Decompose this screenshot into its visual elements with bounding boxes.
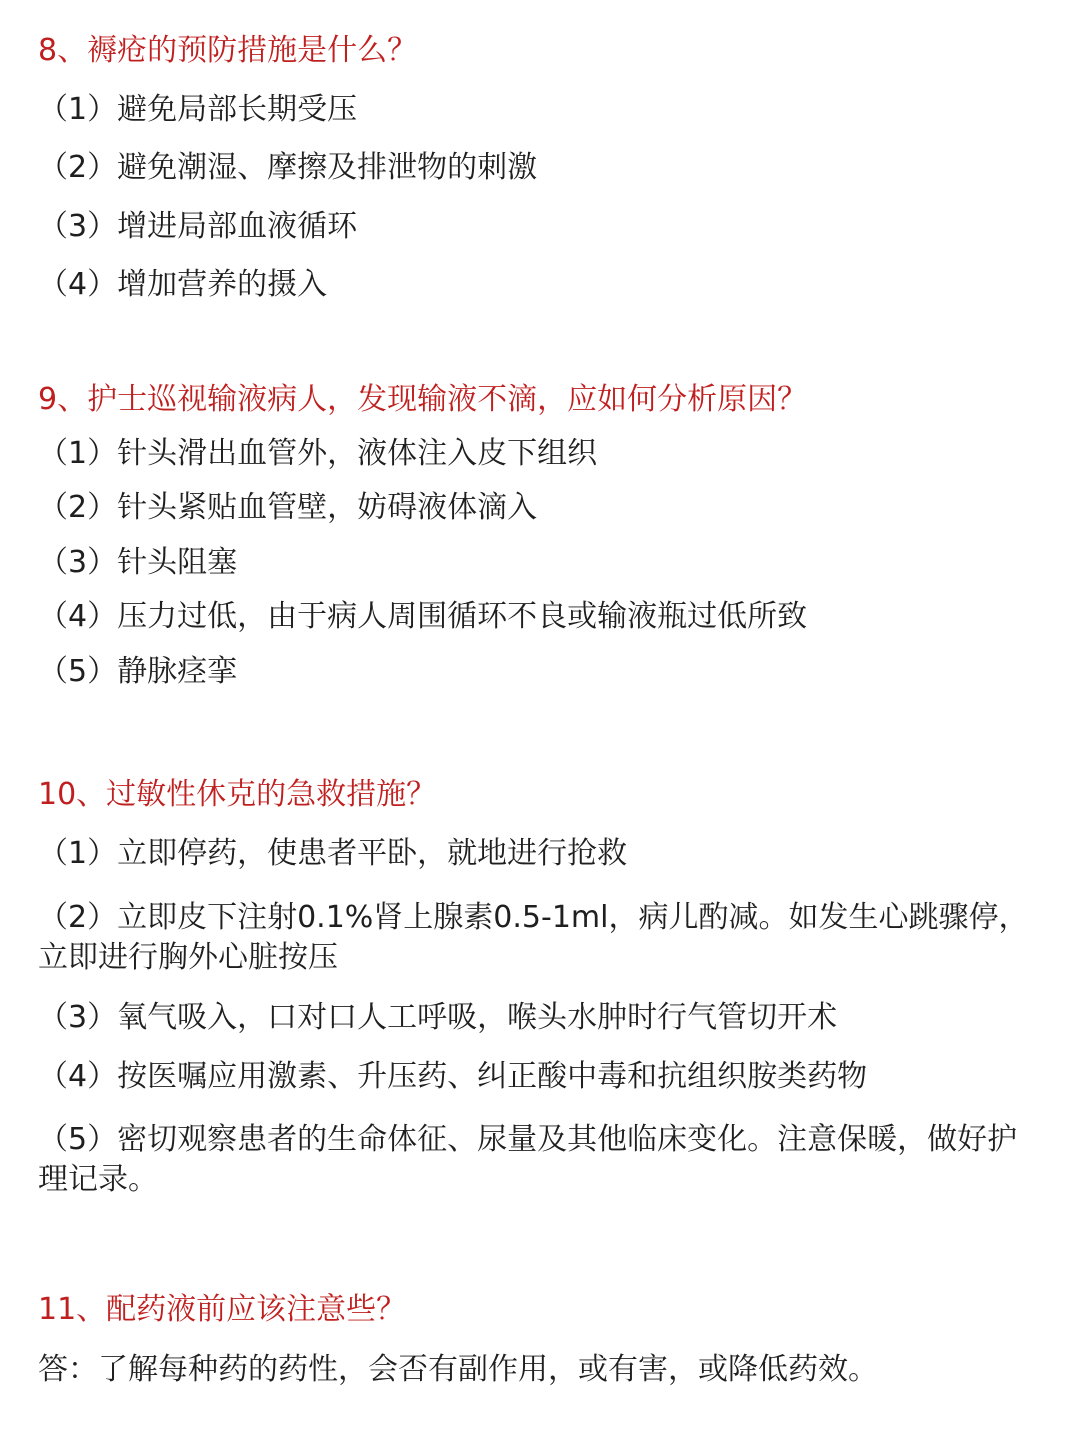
answer-9-4: （4）压力过低，由于病人周围循环不良或输液瓶过低所致 — [38, 599, 808, 634]
answer-9-3: （3）针头阻塞 — [38, 545, 238, 580]
answer-8-1: （1）避免局部长期受压 — [38, 92, 358, 127]
answer-11-1: 答：了解每种药的药性，会否有副作用，或有害，或降低药效。 — [38, 1352, 878, 1387]
question-9-heading: 9、护士巡视输液病人，发现输液不滴，应如何分析原因？ — [38, 382, 808, 417]
answer-8-3: （3）增进局部血液循环 — [38, 209, 358, 244]
answer-9-5: （5）静脉痉挛 — [38, 654, 238, 689]
answer-10-1: （1）立即停药，使患者平卧，就地进行抢救 — [38, 836, 628, 871]
question-8-heading: 8、褥疮的预防措施是什么？ — [38, 33, 418, 68]
answer-9-1: （1）针头滑出血管外，液体注入皮下组织 — [38, 436, 598, 471]
answer-8-4: （4）增加营养的摄入 — [38, 267, 328, 302]
answer-10-4: （4）按医嘱应用激素、升压药、纠正酸中毒和抗组织胺类药物 — [38, 1059, 868, 1094]
answer-8-2: （2）避免潮湿、摩擦及排泄物的刺激 — [38, 150, 538, 185]
answer-10-3: （3）氧气吸入，口对口人工呼吸，喉头水肿时行气管切开术 — [38, 1000, 838, 1035]
answer-10-5: （5）密切观察患者的生命体征、尿量及其他临床变化。注意保暖，做好护理记录。 — [38, 1122, 1018, 1197]
answer-9-2: （2）针头紧贴血管壁，妨碍液体滴入 — [38, 490, 538, 525]
answer-10-2: （2）立即皮下注射0.1%肾上腺素0.5-1ml，病儿酌减。如发生心跳骤停，立即进行胸外心脏按压 — [38, 900, 1029, 975]
question-10-heading: 10、过敏性休克的急救措施？ — [38, 777, 437, 812]
question-11-heading: 11、配药液前应该注意些？ — [38, 1292, 407, 1327]
